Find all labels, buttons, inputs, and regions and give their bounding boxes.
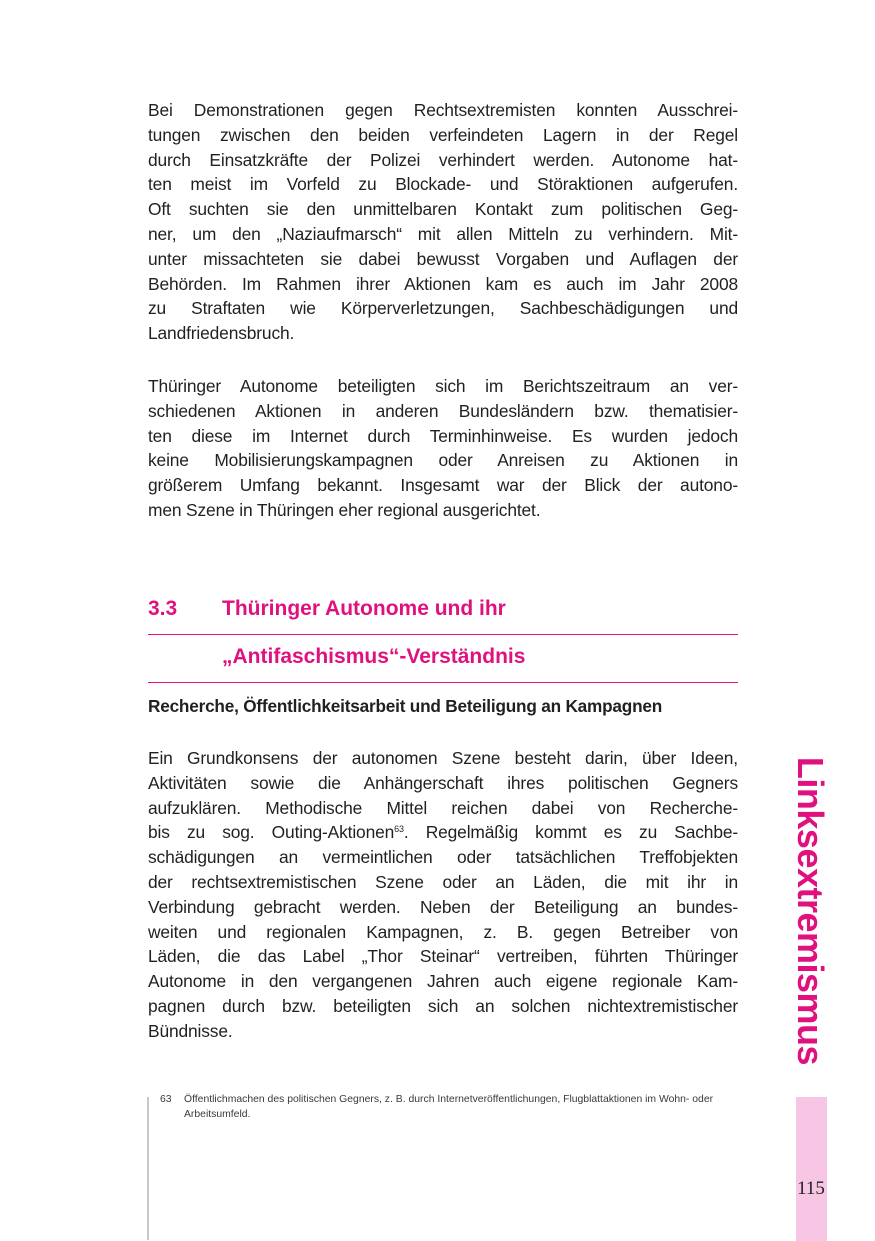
text-line: Landfriedensbruch. (148, 323, 295, 344)
text-line: Thüringer Autonome beteiligten sich im Berichtszeitraum an ver- (148, 376, 738, 396)
text-line: der rechtsextremistischen Szene oder an Läden, die mit ihr in (148, 871, 738, 892)
text-line: men Szene in Thüringen eher regional ausgerichtet. (148, 499, 541, 520)
text-line: aufzuklären. Methodische Mittel reichen dabei von Recherche- (148, 797, 738, 818)
page-tab (796, 1097, 827, 1241)
text-line: Verbindung gebracht werden. Neben der Beteiligung an bundes- (148, 896, 738, 917)
text-line: keine Mobilisierungskampagnen oder Anreisen zu Aktionen in (148, 450, 738, 471)
text-segment: bis zu sog. Outing-Aktionen (148, 822, 395, 843)
section-title-line1: Thüringer Autonome und ihr (222, 597, 506, 620)
text-line: unter missachteten sie dabei bewusst Vorgaben und Auflagen der (148, 248, 738, 269)
text-line: ner, um den „Naziaufmarsch“ mit allen Mitteln zu verhindern. Mit- (148, 223, 738, 244)
text-line: größerem Umfang bekannt. Insgesamt war der Blick der autono- (148, 475, 738, 496)
text-line: Bei Demonstrationen gegen Rechtsextremisten konnten Ausschrei- (148, 100, 738, 120)
text-line-with-footnote (148, 820, 738, 845)
text-segment: . Regelmäßig kommt es zu Sachbe- (403, 822, 739, 843)
text-line: pagnen durch bzw. beteiligten sich an solchen nichtextremistischer (148, 995, 738, 1016)
chapter-side-label (790, 756, 831, 1066)
text-line: Behörden. Im Rahmen ihrer Aktionen kam es auch im Jahr 2008 (148, 273, 738, 294)
text-line: zu Straftaten wie Körperverletzungen, Sachbeschädigungen und (148, 298, 738, 319)
text-line: tungen zwischen den beiden verfeindeten Lagern in der Regel (148, 124, 738, 145)
chapter-side-label-text: Linksextremismus (790, 756, 831, 1066)
text-line: durch Einsatzkräfte der Polizei verhindert werden. Autonome hat- (148, 149, 738, 170)
paragraph-demonstrations (148, 98, 738, 346)
text-line: Autonome in den vergangenen Jahren auch eigene regionale Kam- (148, 971, 738, 992)
subheading: Recherche, Öffentlichkeitsarbeit und Beteiligung an Kampagnen (148, 696, 663, 716)
text-line: schiedenen Aktionen in anderen Bundesländern bzw. thematisier- (148, 400, 738, 421)
text-line: schädigungen an vermeintlichen oder tatsächlichen Treffobjekten (148, 847, 738, 868)
footnote-number: 63 (160, 1094, 172, 1105)
text-line: weiten und regionalen Kampagnen, z. B. gegen Betreiber von (148, 921, 738, 942)
section-title-line2: „Antifaschismus“-Verständnis (222, 645, 526, 668)
footnote-text: Öffentlichmachen des politischen Gegners, z. B. durch Internetveröffentlichungen, Flugblattaktionen im Wohn- oder Arbeitsumfeld. (184, 1094, 714, 1120)
paragraph-actions-other-states (148, 374, 738, 523)
text-line: Läden, die das Label „Thor Steinar“ vertreiben, führten Thüringer (148, 946, 738, 967)
text-line: Oft suchten sie den unmittelbaren Kontakt zum politischen Geg- (148, 199, 738, 220)
footnote-reference[interactable]: 63 (394, 824, 404, 835)
text-line: ten meist im Vorfeld zu Blockade- und Störaktionen aufgerufen. (148, 174, 738, 195)
text-line: ten diese im Internet durch Terminhinweise. Es wurden jedoch (148, 425, 738, 446)
paragraph-research-campaigns (148, 746, 738, 1044)
text-line: Aktivitäten sowie die Anhängerschaft ihres politischen Gegners (148, 772, 738, 793)
section-number: 3.3 (148, 597, 178, 620)
text-line: Ein Grundkonsens der autonomen Szene besteht darin, über Ideen, (148, 748, 738, 768)
text-line: Bündnisse. (148, 1020, 233, 1041)
page-number: 115 (797, 1178, 825, 1199)
heading-divider (148, 634, 738, 635)
footnote-margin-rule (147, 1097, 149, 1240)
heading-divider (148, 682, 738, 683)
